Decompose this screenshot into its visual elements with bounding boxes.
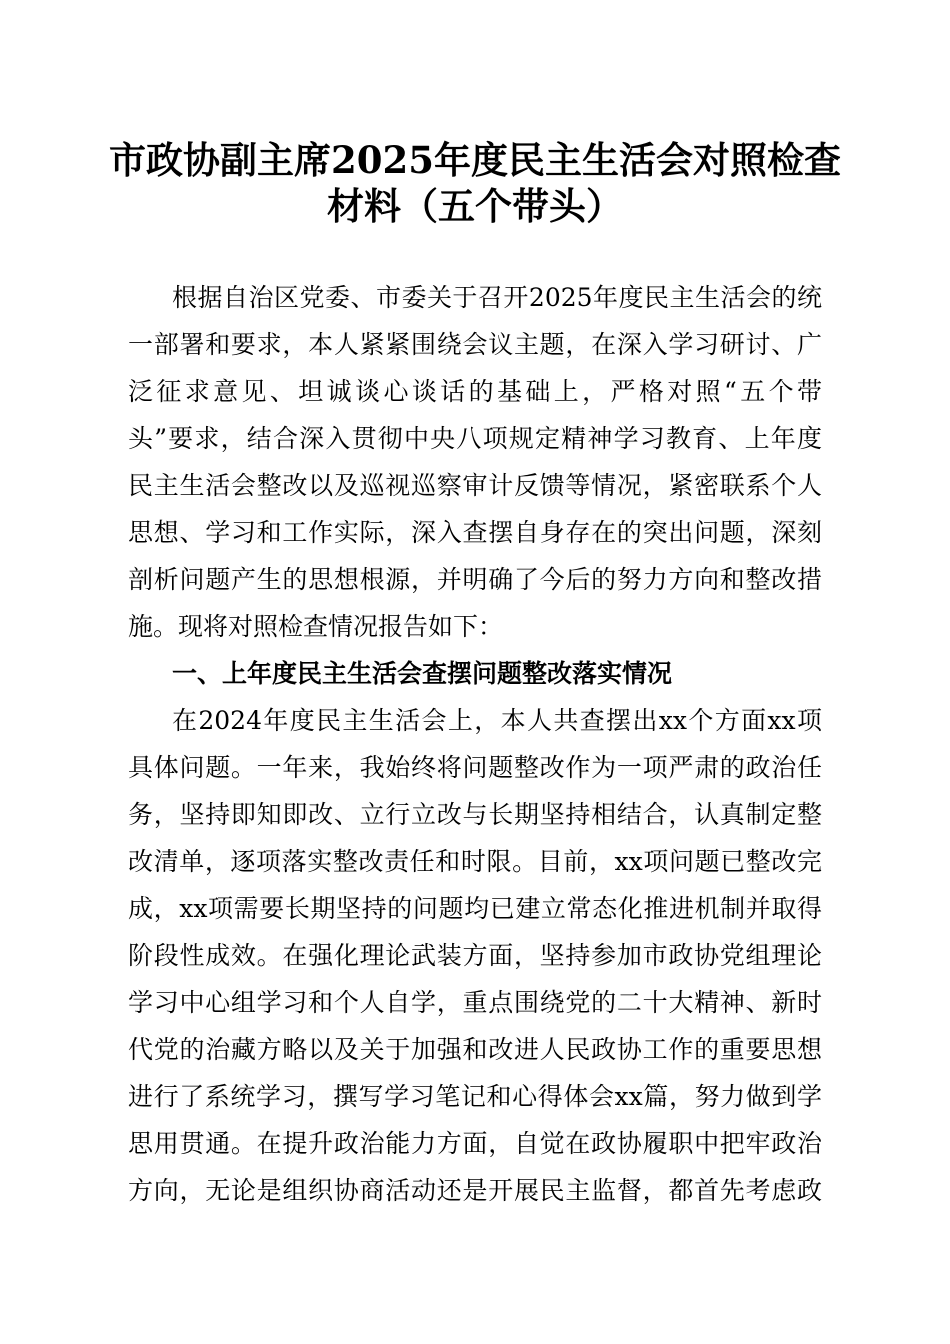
section-1-heading: 一、上年度民主生活会查摆问题整改落实情况 [172, 659, 673, 688]
paragraph-1-line: 泛征求意见、坦诚谈心谈话的基础上，严格对照“五个带 [128, 377, 822, 406]
paragraph-2-line: 学习中心组学习和个人自学，重点围绕党的二十大精神、新时 [128, 988, 822, 1017]
paragraph-2-line: 思用贯通。在提升政治能力方面，自觉在政协履职中把牢政治 [128, 1129, 822, 1158]
paragraph-1-line: 思想、学习和工作实际，深入查摆自身存在的突出问题，深刻 [128, 518, 822, 547]
paragraph-2-line: 成，xx项需要长期坚持的问题均已建立常态化推进机制并取得 [128, 894, 822, 923]
paragraph-2-line: 阶段性成效。在强化理论武装方面，坚持参加市政协党组理论 [128, 941, 822, 970]
paragraph-2-line: 在2024年度民主生活会上，本人共查摆出xx个方面xx项 [172, 706, 822, 735]
document-title-line-2: 材料（五个带头） [327, 184, 623, 228]
paragraph-1-line: 剖析问题产生的思想根源，并明确了今后的努力方向和整改措 [128, 565, 822, 594]
paragraph-2-line: 具体问题。一年来，我始终将问题整改作为一项严肃的政治任 [128, 753, 822, 782]
paragraph-1-line: 施。现将对照检查情况报告如下： [128, 612, 504, 641]
paragraph-2-line: 改清单，逐项落实整改责任和时限。目前，xx项问题已整改完 [128, 847, 822, 876]
paragraph-2-line: 进行了系统学习，撰写学习笔记和心得体会xx篇，努力做到学 [128, 1082, 822, 1111]
paragraph-1-line: 头”要求，结合深入贯彻中央八项规定精神学习教育、上年度 [128, 424, 822, 453]
paragraph-2-line: 务，坚持即知即改、立行立改与长期坚持相结合，认真制定整 [128, 800, 822, 829]
paragraph-1-line: 一部署和要求，本人紧紧围绕会议主题，在深入学习研讨、广 [128, 330, 822, 359]
document-title-line-1: 市政协副主席2025年度民主生活会对照检查 [109, 138, 841, 182]
paragraph-2-line: 方向，无论是组织协商活动还是开展民主监督，都首先考虑政 [128, 1176, 822, 1205]
paragraph-1-line: 根据自治区党委、市委关于召开2025年度民主生活会的统 [172, 283, 822, 312]
paragraph-1-line: 民主生活会整改以及巡视巡察审计反馈等情况，紧密联系个人 [128, 471, 822, 500]
paragraph-2-line: 代党的治藏方略以及关于加强和改进人民政协工作的重要思想 [128, 1035, 822, 1064]
